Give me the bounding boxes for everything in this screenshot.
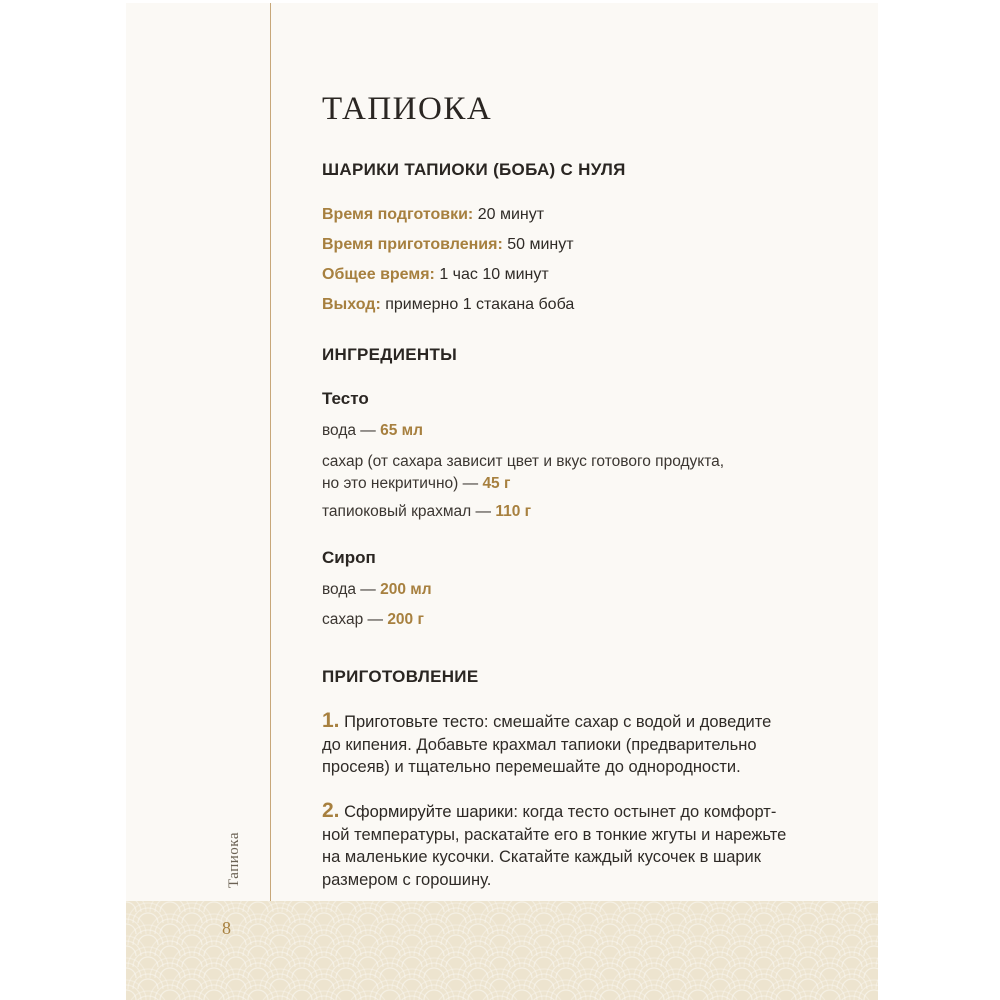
meta-value: 1 час 10 минут xyxy=(434,266,549,283)
step-text-line1: смешайте сахар с водой и доведите xyxy=(488,713,772,731)
step-text-line1: когда тесто остынет до комфорт- xyxy=(517,803,777,821)
meta-key: Общее время: xyxy=(322,266,435,283)
ingredient-text: вода — xyxy=(322,422,381,439)
meta-key: Время подготовки: xyxy=(322,206,474,223)
patterned-footer xyxy=(126,901,878,1000)
ingredient-item xyxy=(322,451,724,495)
ingredient-text: тапиоковый крахмал — xyxy=(322,503,496,520)
ingredient-text-line2: но это некритично) — xyxy=(322,475,483,492)
meta-key: Время приготовления: xyxy=(322,236,503,253)
ingredient-item xyxy=(322,420,423,442)
page-number: 8 xyxy=(222,918,231,938)
recipe-subtitle: ШАРИКИ ТАПИОКИ (БОБА) С НУЛЯ xyxy=(322,160,626,179)
ingredient-text-line1: сахар (от сахара зависит цвет и вкус готового продукта, xyxy=(322,453,725,470)
ingredient-amount: 45 г xyxy=(482,475,511,492)
syrup-heading: Сироп xyxy=(322,548,376,567)
ingredient-amount: 65 мл xyxy=(380,422,423,439)
meta-value: 20 минут xyxy=(473,206,545,223)
ingredient-amount: 200 мл xyxy=(380,581,432,598)
ingredient-amount: 200 г xyxy=(387,611,424,628)
ingredient-text: сахар — xyxy=(322,611,388,628)
ingredient-amount: 110 г xyxy=(495,503,532,520)
step-text-line2: ной температуры, раскатайте его в тонкие жгуты и нарежьте xyxy=(322,825,787,844)
step-2 xyxy=(322,800,842,891)
page-title: ТАПИОКА xyxy=(322,91,493,127)
step-lead: Приготовьте тесто: xyxy=(344,713,489,731)
book-page xyxy=(126,3,878,1000)
step-text-line3: просеяв) и тщательно перемешайте до однородности. xyxy=(322,758,741,776)
meta-total-time xyxy=(322,266,549,284)
meta-value: 50 минут xyxy=(502,236,574,253)
step-number: 1. xyxy=(322,709,340,732)
ingredient-item xyxy=(322,501,531,523)
running-header-label: Тапиока xyxy=(226,831,242,888)
preparation-heading: ПРИГОТОВЛЕНИЕ xyxy=(322,667,479,686)
ingredient-item xyxy=(322,609,424,631)
step-text-line2: до кипения. Добавьте крахмал тапиоки (предварительно xyxy=(322,735,757,754)
margin-rule xyxy=(270,3,271,913)
ingredient-item xyxy=(322,579,432,601)
step-text-line4: размером с горошину. xyxy=(322,870,492,889)
meta-cook-time xyxy=(322,236,574,254)
ingredients-heading: ИНГРЕДИЕНТЫ xyxy=(322,345,458,364)
ingredient-text: вода — xyxy=(322,581,381,598)
step-number: 2. xyxy=(322,799,340,822)
meta-key: Выход: xyxy=(322,296,381,313)
meta-yield xyxy=(322,296,574,314)
meta-prep-time xyxy=(322,206,544,224)
step-1 xyxy=(322,710,842,779)
meta-value: примерно 1 стакана боба xyxy=(380,296,575,313)
step-text-line3: на маленькие кусочки. Скатайте каждый кусочек в шарик xyxy=(322,848,761,866)
dough-heading: Тесто xyxy=(322,389,369,408)
step-lead: Сформируйте шарики: xyxy=(344,803,518,821)
